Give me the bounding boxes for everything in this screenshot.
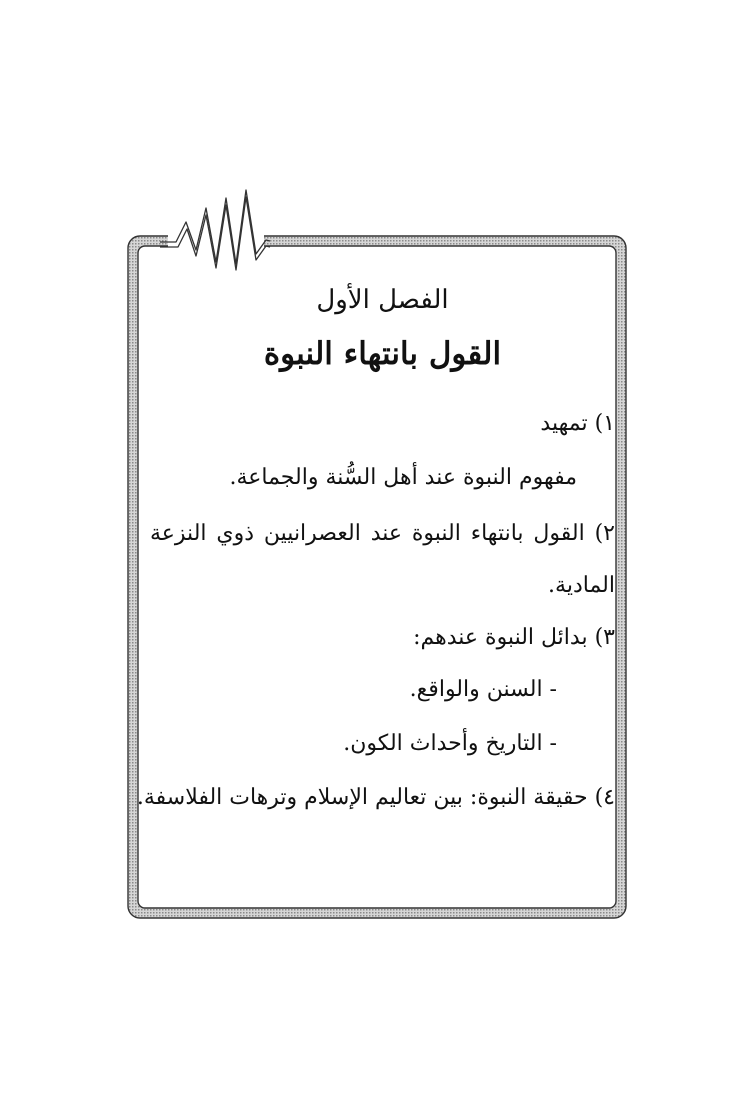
toc-subitem-concept: مفهوم النبوة عند أهل السُّنة والجماعة. xyxy=(229,465,577,490)
toc-item-ending-prophecy: ٢) القول بانتهاء النبوة عند العصرانيين ذوي النزعة xyxy=(150,521,615,546)
chapter-label: الفصل الأول xyxy=(316,285,449,315)
toc-item-truth: ٤) حقيقة النبوة: بين تعاليم الإسلام وترهات الفلاسفة. xyxy=(136,785,615,810)
chapter-title: القول بانتهاء النبوة xyxy=(263,336,502,372)
toc-subitem-history: - التاريخ وأحداث الكون. xyxy=(343,731,557,756)
toc-item-alternatives: ٣) بدائل النبوة عندهم: xyxy=(413,625,615,650)
toc-subitem-sunan: - السنن والواقع. xyxy=(409,677,557,702)
toc-item-intro: ١) تمهيد xyxy=(540,411,615,436)
toc-item-ending-prophecy-cont: المادية. xyxy=(548,573,615,598)
